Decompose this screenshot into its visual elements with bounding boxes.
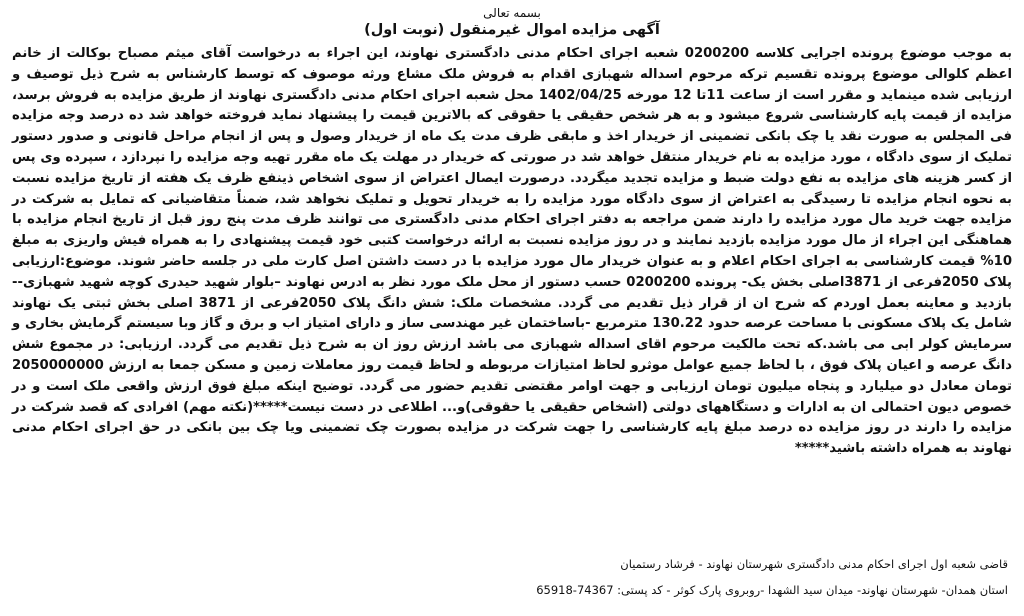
announcement-title: آگهی مزایده اموال غیرمنقول (نوبت اول) — [364, 22, 660, 38]
judge-signature-line: قاضی شعبه اول اجرای احکام مدنی دادگستری شهرستان نهاوند - فرشاد رستمیان — [620, 557, 1008, 571]
bismillah-heading: بسمه تعالی — [483, 6, 541, 20]
address-line: استان همدان- شهرستان نهاوند- میدان سید الشهدا -روبروی پارک کوثر - کد پستی: 74367-65918 — [536, 583, 1008, 597]
announcement-body: به موجب موضوع پرونده اجرایی کلاسه 0200200 شعبه اجرای احکام مدنی دادگستری نهاوند، این اجراء به درخواست آقای میثم مصباح بوکالت از خانم اعظم کلوالی موضوع پرونده تقسیم ترکه مرحوم اسداله شهبازی اقدام به فروش ملک مشاع ورثه موصوف که توسط کارشناس به شرح ذیل توصیف و ارزیابی شده مینماید و مقرر است از ساعت 11تا 12 مورخه 1402/04/25 محل شعبه اجرای احکام مدنی دادگستری نهاوند از طریق مزایده به فروش برسد، مزایده از قیمت پایه کارشناسی شروع میشود و به هر شخص حقیقی یا حقوقی که بالاترین قیمت را پیشنهاد نماید فروخته خواهد شد ده درصد وجه مزایده فی المجلس به صورت نقد یا چک بانکی تضمینی از خریدار اخذ و مابقی ظرف مدت یک ماه از خریدار وصول و پس از انجام مراحل قانونی و صدور دستور تملیک از سوی دادگاه ، مورد مزایده به نام خریدار منتقل خواهد شد در صورتی که خریدار در مهلت یک ماه مقرر تهیه وجه مزایده را نپردازد ، سپرده وی پس از کسر هزینه های مزایده به نفع دولت ضبط و مزایده تجدید میگردد. درصورت ایصال اعتراض از سوی اشخاص ذینفع ظرف یک هفته از تاریخ مزایده نسبت به نحوه انجام مزایده تا رسیدگی به اعتراض از سوی دادگاه مورد مزایده را به خریدار تحویل و تملیک نخواهد شد، ضمناً متقاضیانی که تمایل به شرکت در مزایده جهت خرید مال مورد مزایده را دارند ضمن مراجعه به دفتر اجرای احکام مدنی دادگستری می توانند ظرف مدت پنج روز قبل از تاریخ انجام مزایده با هماهنگی این اجراء از مال مورد مزایده بازدید نمایند و در روز مزایده نسبت به ارائه درخواست کتبی خود قیمت پیشنهادی را به همراه فیش واریزی به مبلغ 10% قیمت کارشناسی به اجرای احکام اعلام و به عنوان خریدار مال مورد مزایده با در دست داشتن اصل کارت ملی در جلسه حاضر شوند. موضوع:ارزیابی پلاک 2050فرعی از 3871اصلی بخش یک- پرونده 0200200 حسب دستور از محل ملک مورد نظر به ادرس نهاوند –بلوار شهید حیدری کوچه شهید شهبازی--بازدید و معاینه بعمل اوردم که شرح ان از قرار ذیل تقدیم می گردد. مشخصات ملک: شش دانگ پلاک 2050فرعی از 3871 اصلی بخش ثبتی یک نهاوند شامل یک پلاک مسکونی با مساحت عرصه حدود 130.22 مترمربع -باساختمان غیر مهندسی ساز و دارای امتیاز اب و برق و گاز وبا سیستم گرمایش بخاری و سرمایش کولر ابی می باشد.که تحت مالکیت مرحوم اقای اسداله شهبازی می باشد ارزش روز ان به شرح ذیل تقدیم می گردد. ارزیابی: در مجموع شش دانگ عرصه و اعیان پلاک فوق ، با لحاظ جمیع عوامل موثرو لحاظ امتیازات مربوطه و لحاظ قیمت روز معاملات زمین و مسکن جمعا به ارزش 2050000000 تومان معادل دو میلیارد و پنجاه میلیون تومان ارزیابی و جهت اوامر مقتضی تقدیم حضور می گردد. توضیح اینکه مبلغ فوق ارزش واقعی ملک است و در خصوص دیون احتمالی ان به ادارات و دستگاههای دولتی (اشخاص حقیقی یا حقوقی)و... اطلاعی در دست نیست*****(نکته مهم) افرادی که قصد شرکت در مزایده را دارند در روز مزایده ده درصد مبلغ پایه کارشناسی را جهت شرکت در مزایده بصورت چک تضمینی ویا چک بین بانکی در حق اجرای احکام مدنی نهاوند به همراه داشته باشید***** — [12, 46, 1012, 457]
